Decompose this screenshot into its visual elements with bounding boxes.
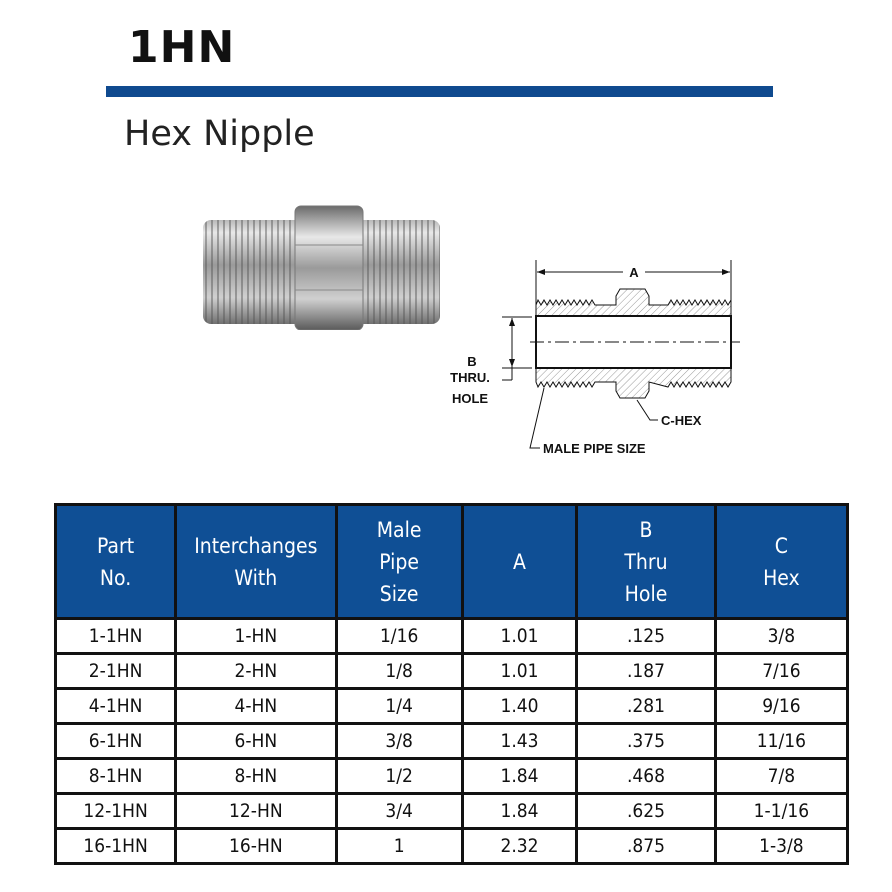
b-label-line2: THRU.	[450, 370, 490, 385]
table-cell: 1.84	[462, 759, 576, 794]
table-cell: 12-1HN	[56, 794, 176, 829]
table-row	[56, 619, 848, 654]
column-header-line: No.	[99, 565, 132, 590]
table-cell: 2-1HN	[56, 654, 176, 689]
table-row	[56, 724, 848, 759]
title-divider	[106, 86, 773, 97]
table-cell: 7/16	[715, 654, 847, 689]
table-cell: 16-1HN	[56, 829, 176, 864]
table-cell: 11/16	[715, 724, 847, 759]
table-cell: 8-HN	[176, 759, 336, 794]
table-cell: 3/4	[336, 794, 462, 829]
column-header-line: Interchanges	[194, 533, 318, 558]
table-cell: 1/16	[336, 619, 462, 654]
male-pipe-size-label: MALE PIPE SIZE	[543, 441, 646, 456]
column-header	[577, 505, 716, 619]
table-row	[56, 829, 848, 864]
page-subtitle: Hex Nipple	[124, 114, 315, 154]
table-row	[56, 689, 848, 724]
table-cell: 1.40	[462, 689, 576, 724]
column-header	[336, 505, 462, 619]
table-cell: 2-HN	[176, 654, 336, 689]
b-label-line1: B	[467, 354, 477, 369]
table-row	[56, 794, 848, 829]
table-cell: 1/8	[336, 654, 462, 689]
column-header-line: Size	[379, 581, 419, 606]
column-header-line: Pipe	[379, 549, 420, 574]
column-header-line: C	[774, 533, 788, 558]
table-cell: .875	[577, 829, 716, 864]
column-header	[715, 505, 847, 619]
table-cell: 1.01	[462, 619, 576, 654]
table-cell: 4-HN	[176, 689, 336, 724]
table-cell: 1-1HN	[56, 619, 176, 654]
table-cell: 1/2	[336, 759, 462, 794]
table-cell: .468	[577, 759, 716, 794]
c-hex-label: C-HEX	[661, 413, 702, 428]
table-cell: 9/16	[715, 689, 847, 724]
table-cell: .125	[577, 619, 716, 654]
column-header-line: Part	[96, 533, 135, 558]
column-header-line: Male	[376, 517, 422, 542]
column-header-line: With	[234, 565, 278, 590]
table-cell: 12-HN	[176, 794, 336, 829]
table-cell: 2.32	[462, 829, 576, 864]
dimensions-table	[54, 503, 849, 865]
table-cell: 1/4	[336, 689, 462, 724]
table-cell: .187	[577, 654, 716, 689]
table-cell: .281	[577, 689, 716, 724]
page-title: 1HN	[128, 22, 236, 73]
table-cell: 1	[336, 829, 462, 864]
table-cell: 3/8	[336, 724, 462, 759]
column-header-line: A	[513, 549, 526, 574]
table-row	[56, 759, 848, 794]
table-cell: 16-HN	[176, 829, 336, 864]
table-cell: 7/8	[715, 759, 847, 794]
table-cell: 1.43	[462, 724, 576, 759]
table-cell: 6-1HN	[56, 724, 176, 759]
table-cell: 1.84	[462, 794, 576, 829]
table-cell: .625	[577, 794, 716, 829]
column-header-line: Hole	[624, 581, 668, 606]
column-header-line: Hex	[763, 565, 800, 590]
table-cell: 1.01	[462, 654, 576, 689]
table-cell: 6-HN	[176, 724, 336, 759]
table-row	[56, 654, 848, 689]
column-header	[176, 505, 336, 619]
table-cell: 1-HN	[176, 619, 336, 654]
table-cell: 1-1/16	[715, 794, 847, 829]
dimension-diagram	[440, 250, 760, 470]
column-header-line: B	[639, 517, 653, 542]
b-label-line3: HOLE	[451, 391, 489, 406]
table-cell: 3/8	[715, 619, 847, 654]
hex-nipple-photo	[195, 200, 445, 330]
table-cell: 8-1HN	[56, 759, 176, 794]
column-header	[56, 505, 176, 619]
table-cell: 4-1HN	[56, 689, 176, 724]
table-cell: 1-3/8	[715, 829, 847, 864]
column-header-line: Thru	[624, 549, 668, 574]
column-header	[462, 505, 576, 619]
dimension-a-label: A	[629, 265, 639, 280]
table-cell: .375	[577, 724, 716, 759]
